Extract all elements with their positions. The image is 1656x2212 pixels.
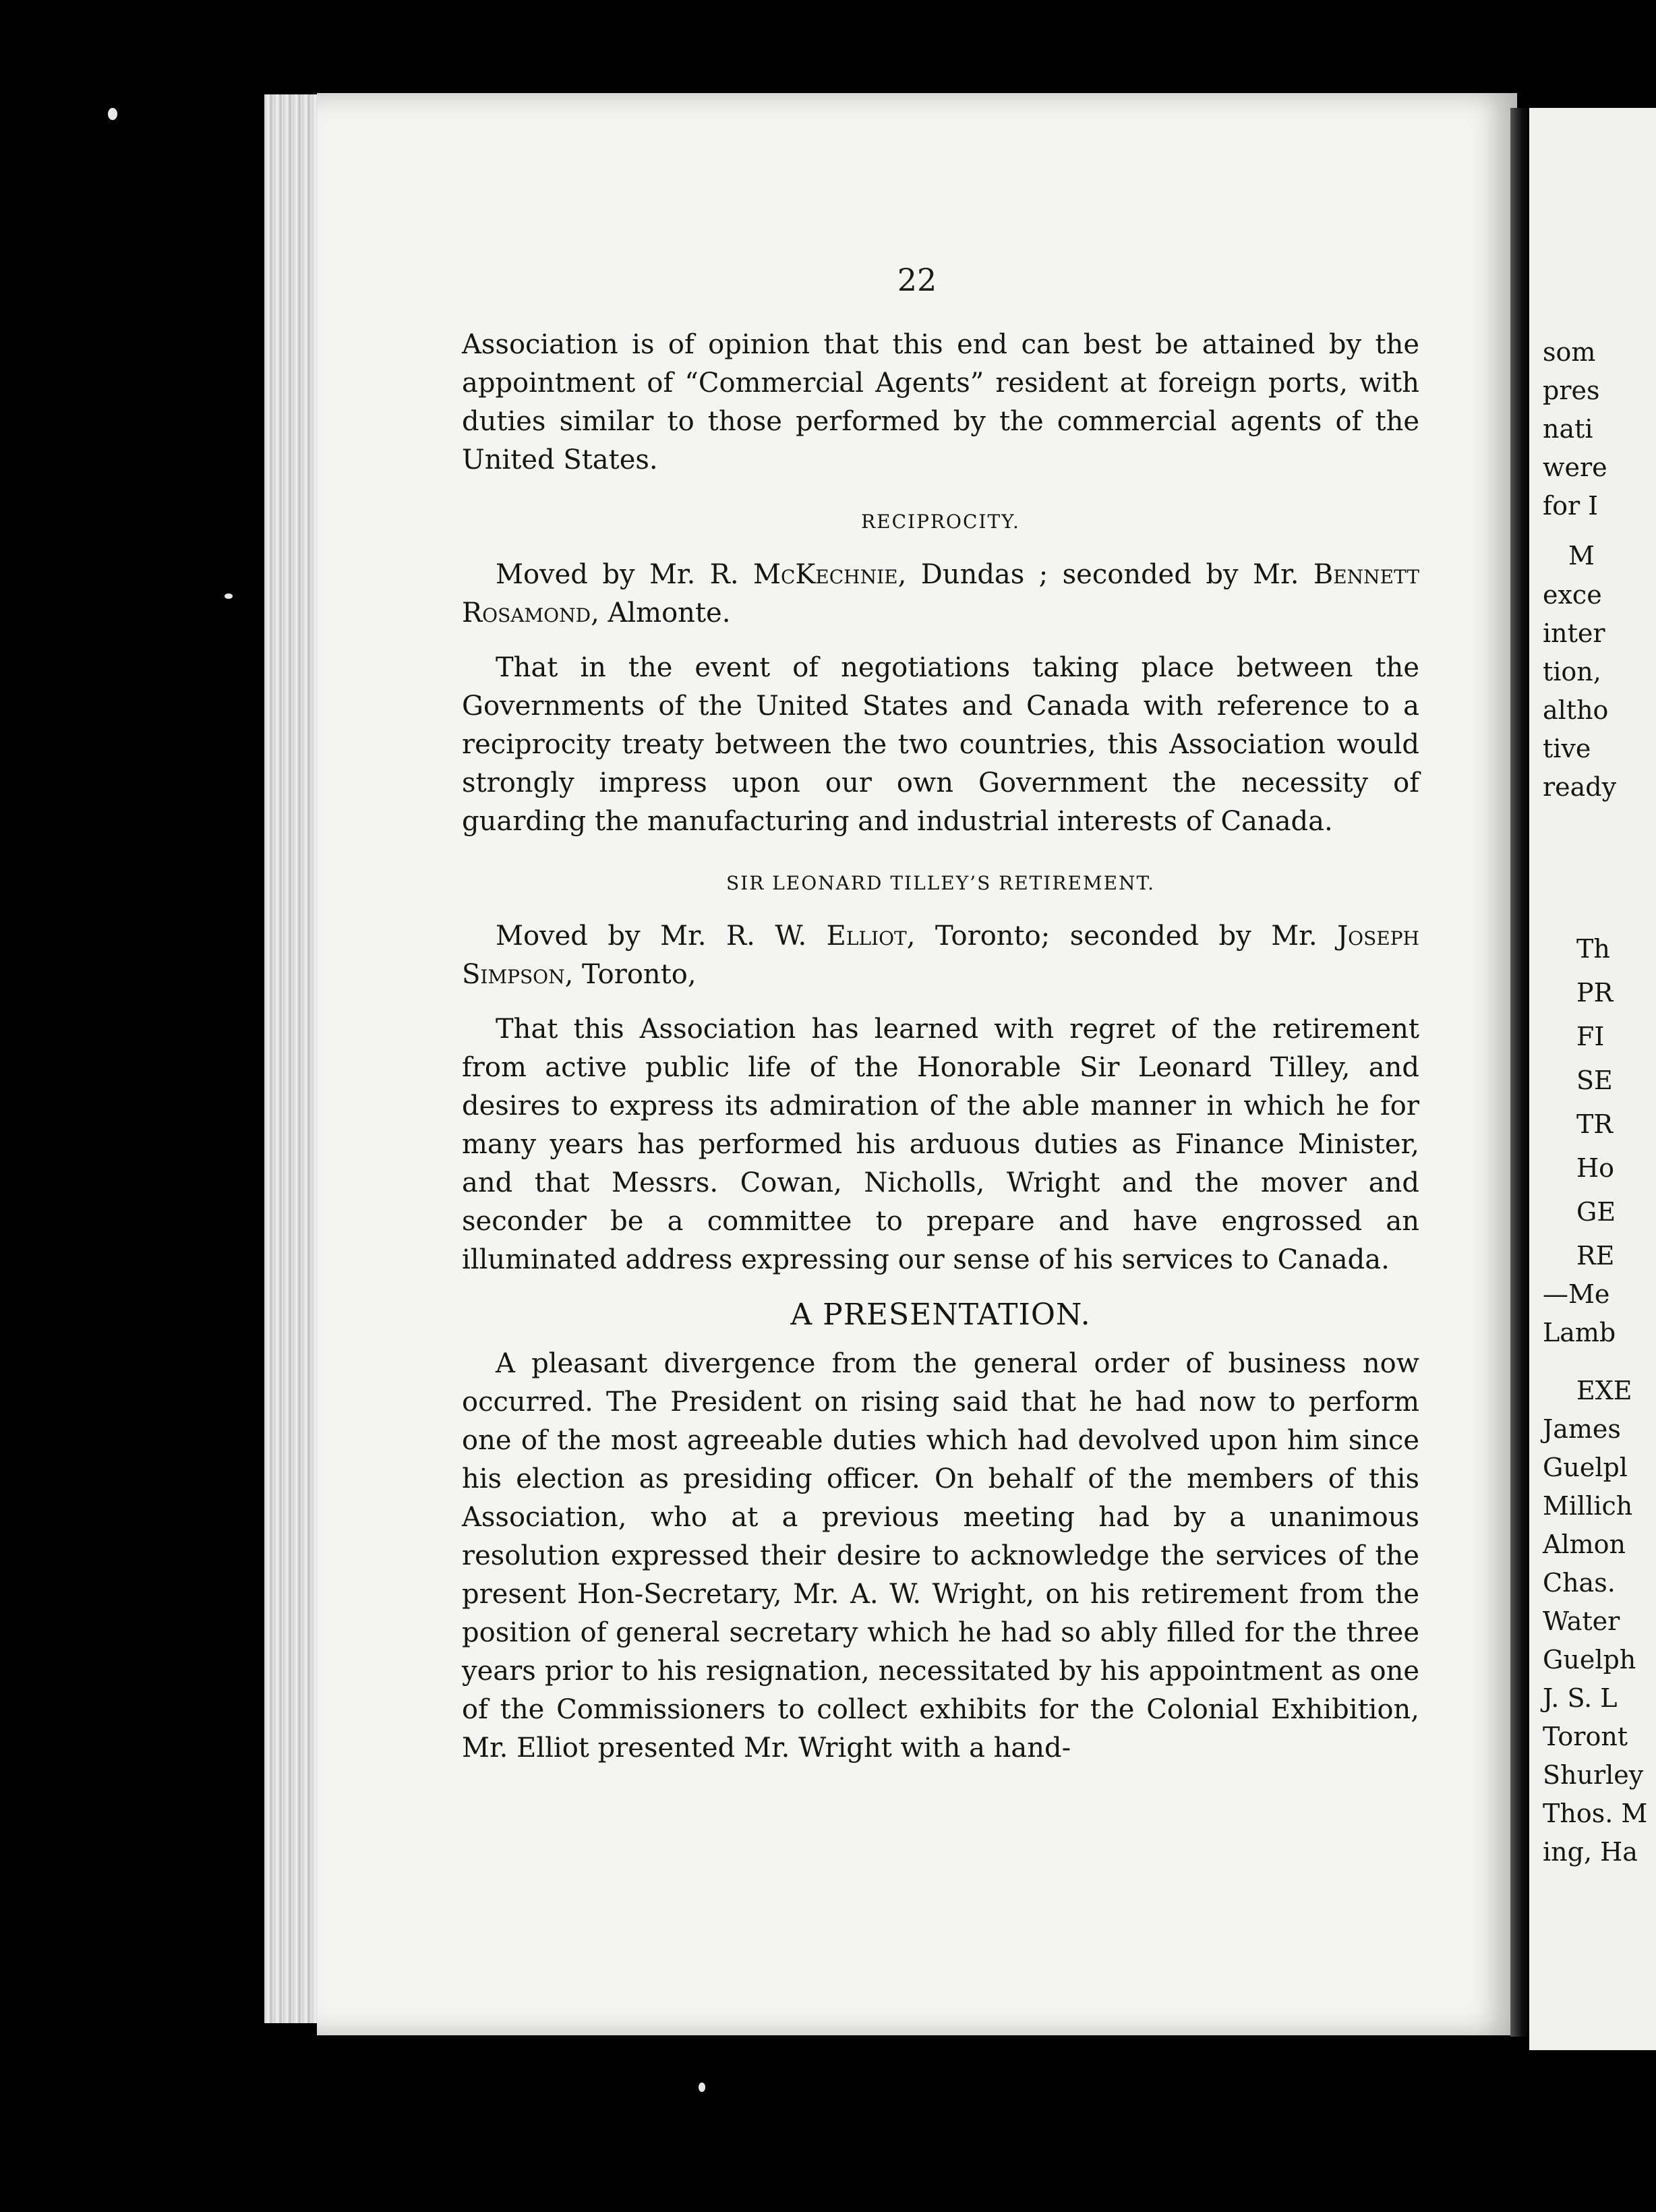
right-fragment: Lamb <box>1543 1318 1616 1347</box>
presentation-paragraph: A pleasant divergence from the general order of business now occurred. The President on rising said that he had now to perform one of the most agreeable duties which had devolved upon him since his election as presiding officer. On behalf of the members of this Association, who at a previous meeting had by a unanimous resolution expressed their desire to acknowledge the services of the present Hon-Secretary, Mr. A. W. Wright, on his retirement from the position of general secretary which he had so ably filled for the three years prior to his resignation, necessitated by his appointment as one of the Commissioners to collect exhibits for the Colonial Exhibition, Mr. Elliot presented Mr. Wright with a hand- <box>462 1348 1419 1764</box>
right-page <box>1529 108 1656 2050</box>
page-number: 22 <box>897 262 937 298</box>
page-body <box>462 326 1419 1768</box>
right-fragment: pres <box>1543 376 1600 405</box>
right-fragment: nati <box>1543 414 1593 444</box>
book-gutter <box>1510 108 1529 2037</box>
right-fragment: M <box>1568 541 1595 571</box>
motion-text: , Toronto; seconded by Mr. <box>906 921 1338 952</box>
right-fragment: Almon <box>1543 1530 1626 1559</box>
right-fragment: RE <box>1576 1241 1615 1271</box>
motion-text: , Dundas ; seconded by Mr. <box>897 559 1313 590</box>
right-fragment: som <box>1543 337 1596 367</box>
scan-speck <box>108 108 117 120</box>
right-fragment: Guelpl <box>1543 1453 1628 1482</box>
right-fragment: FI <box>1576 1022 1605 1051</box>
right-fragment: exce <box>1543 580 1602 610</box>
right-fragment: GE <box>1576 1197 1616 1227</box>
right-fragment: altho <box>1543 695 1609 725</box>
right-fragment: Water <box>1543 1606 1620 1636</box>
resolution-tilley: That this Association has learned with regret of the retirement from active public life of the Honorable Sir Leonard Tilley, and desires to express its admiration of the able manner in which he for many years has performed his arduous duties as Finance Minister, and that Messrs. Cowan, Nicholls, Wright and the mover and seconder be a committee to prepare and have engrossed an illuminated address expressing our sense of his services to Canada. <box>462 1014 1419 1275</box>
section-heading-reciprocity: RECIPROCITY. <box>861 511 1020 533</box>
right-fragment: inter <box>1543 618 1605 648</box>
right-fragment: —Me <box>1543 1279 1610 1309</box>
resolution-reciprocity: That in the event of negotiations taking place between the Governments of the United States and Canada with reference to a reciprocity treaty between the two countries, this Association would strongly impress upon our own Government the necessity of guarding the manufacturing and industrial interests of Canada. <box>462 652 1419 837</box>
motion-tilley <box>462 917 1419 994</box>
section-heading-tilley-retirement: SIR LEONARD TILLEY’S RETIREMENT. <box>726 872 1156 894</box>
right-fragment: Millich <box>1543 1491 1633 1521</box>
right-fragment: SE <box>1576 1066 1613 1095</box>
right-fragment: EXE <box>1576 1376 1632 1405</box>
page-edge-stack <box>264 94 322 2023</box>
motion-reciprocity <box>462 556 1419 633</box>
right-fragment: Shurley <box>1543 1760 1644 1790</box>
motion-text: , Almonte. <box>591 598 731 629</box>
left-page <box>317 93 1517 2035</box>
opening-paragraph: Association is of opinion that this end can best be attained by the appointment of “Commercial Agents” resident at foreign ports, with duties similar to those performed by the commercial agents of the United States. <box>462 329 1419 475</box>
scan-speck <box>699 2083 705 2092</box>
right-fragment: Chas. <box>1543 1568 1616 1598</box>
right-fragment: Ho <box>1576 1153 1615 1183</box>
right-fragment: PR <box>1576 978 1614 1008</box>
right-fragment: Thos. M <box>1543 1799 1648 1828</box>
right-fragment: James <box>1543 1414 1621 1444</box>
spacer <box>462 633 1419 649</box>
right-fragment: TR <box>1576 1109 1613 1139</box>
right-fragment: tive <box>1543 734 1591 763</box>
motion-text: Moved by Mr. R. W. <box>496 921 827 952</box>
right-fragment: Guelph <box>1543 1645 1636 1675</box>
right-fragment: ing, Ha <box>1543 1837 1638 1867</box>
seconder-name: Joseph Simpson <box>462 921 1419 990</box>
right-fragment: for I <box>1543 491 1599 521</box>
spacer <box>462 994 1419 1010</box>
right-fragment: were <box>1543 453 1607 482</box>
section-heading-presentation: A PRESENTATION. <box>790 1298 1091 1332</box>
right-fragment: tion, <box>1543 657 1601 687</box>
seconder-name: Bennett Rosamond <box>462 559 1419 629</box>
mover-name: Elliot <box>826 921 907 952</box>
right-fragment: Th <box>1576 934 1610 964</box>
scan-speck <box>225 593 233 599</box>
mover-name: McKechnie <box>753 559 898 590</box>
right-fragment: ready <box>1543 772 1617 802</box>
right-fragment: J. S. L <box>1543 1683 1618 1713</box>
motion-text: , Toronto, <box>564 959 697 990</box>
right-fragment: Toront <box>1543 1722 1628 1751</box>
motion-text: Moved by Mr. R. <box>496 559 754 590</box>
